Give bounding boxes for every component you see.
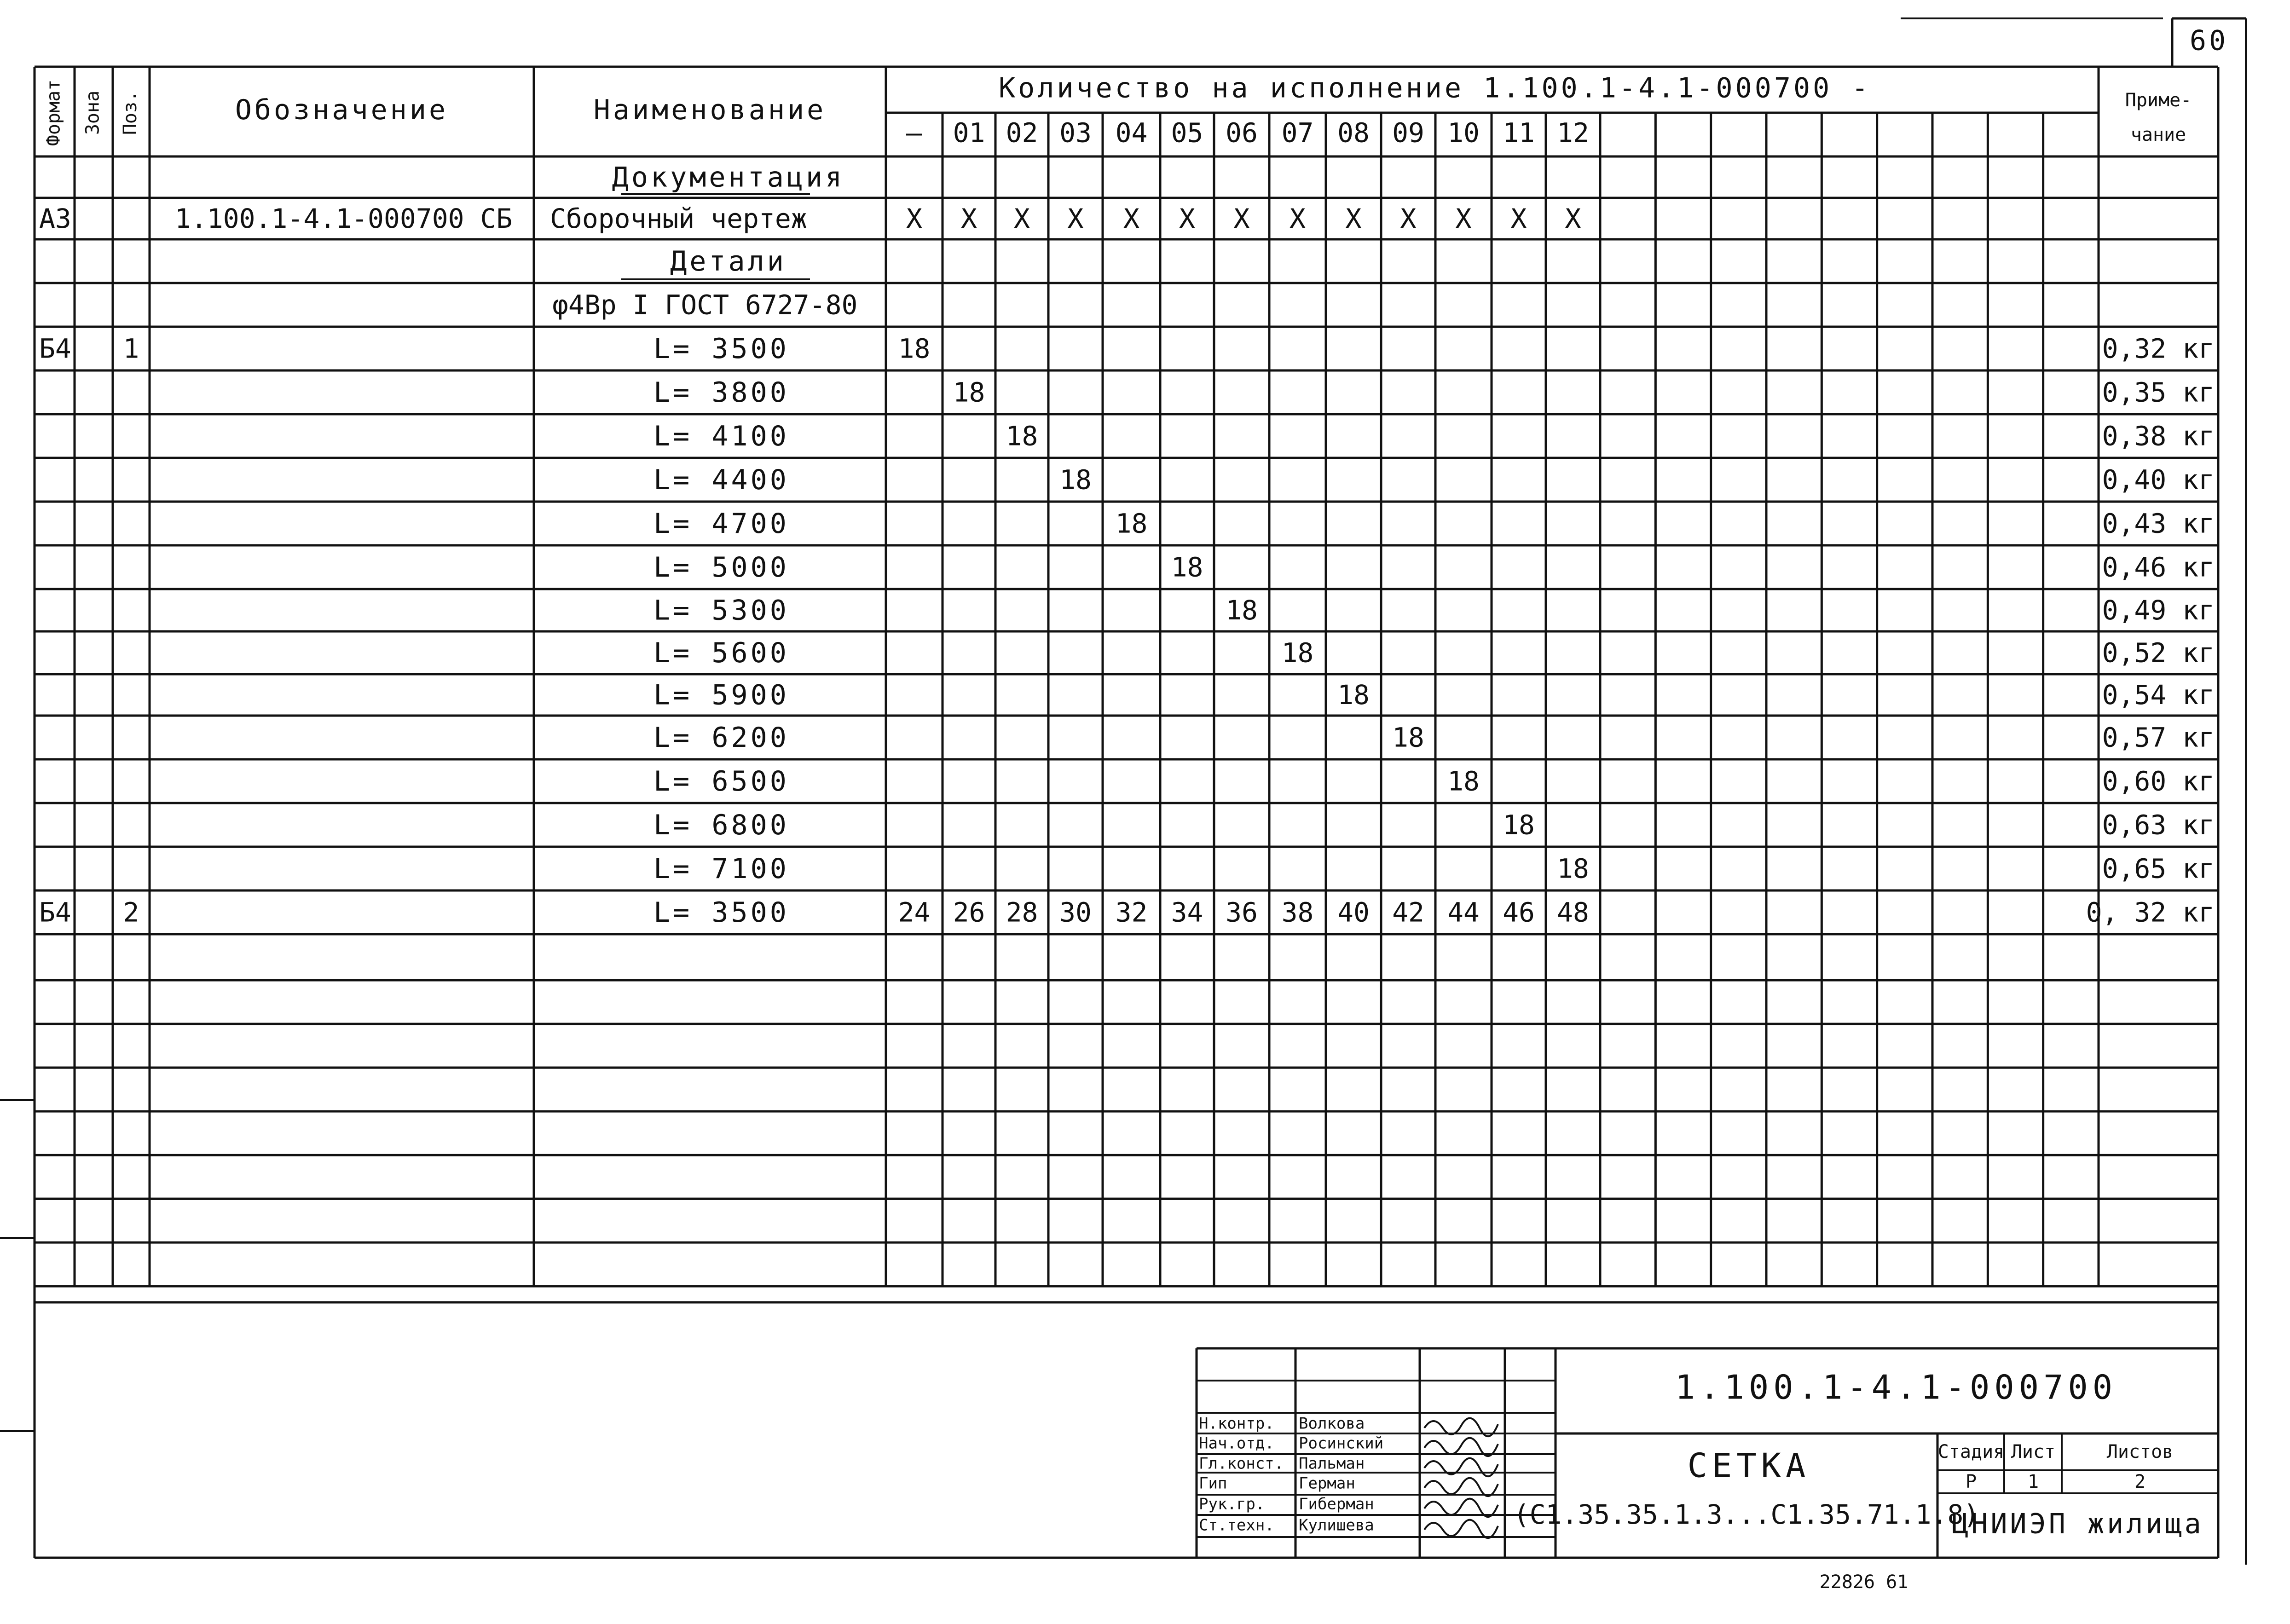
- qty-1: 26: [953, 896, 985, 928]
- tb-sheet-label: Лист: [2011, 1441, 2056, 1462]
- row-note: 0,52 кг: [2102, 637, 2215, 669]
- signature-scribble: [1424, 1458, 1498, 1477]
- qty-7: 38: [1281, 896, 1314, 928]
- row-note: 0,49 кг: [2102, 595, 2215, 626]
- row-name: L= 4100: [653, 420, 789, 453]
- row-note: 0,57 кг: [2102, 722, 2215, 753]
- sig-name: Пальман: [1299, 1454, 1365, 1473]
- row-format: Б4: [39, 896, 71, 928]
- qty-5: 18: [1171, 551, 1203, 583]
- qty-9: 42: [1392, 896, 1424, 928]
- qty-0: 18: [898, 333, 931, 364]
- qty-8: X: [1345, 203, 1362, 235]
- qty-4: 32: [1115, 896, 1148, 928]
- row-note: 0,63 кг: [2102, 809, 2215, 841]
- sig-name: Росинский: [1299, 1434, 1384, 1453]
- qty-10: 18: [1447, 765, 1480, 797]
- row-pos: 2: [123, 896, 139, 928]
- tb-stage-label: Стадия: [1937, 1441, 2005, 1462]
- signature-scribble: [1424, 1520, 1498, 1538]
- variant-9: 09: [1392, 117, 1424, 149]
- header-note-1: Приме-: [2125, 90, 2192, 111]
- row-name: L= 4400: [653, 464, 789, 497]
- variant-3: 03: [1059, 117, 1092, 149]
- qty-3: 18: [1059, 464, 1092, 496]
- sig-role: Гип: [1199, 1474, 1227, 1493]
- row-name: L= 4700: [653, 508, 789, 540]
- qty-12: 48: [1557, 896, 1589, 928]
- variant-4: 04: [1115, 117, 1148, 149]
- qty-5: 34: [1171, 896, 1203, 928]
- qty-1: 18: [953, 376, 985, 408]
- qty-11: 18: [1503, 809, 1535, 841]
- row-note: 0,43 кг: [2102, 508, 2215, 539]
- qty-3: X: [1067, 203, 1084, 235]
- row-name: L= 5900: [653, 679, 789, 711]
- qty-12: 18: [1557, 853, 1589, 884]
- variant-7: 07: [1281, 117, 1314, 149]
- qty-10: 44: [1447, 896, 1480, 928]
- header-format: Формат: [43, 79, 64, 146]
- tb-stage: Р: [1965, 1471, 1977, 1492]
- qty-0: 24: [898, 896, 931, 928]
- row-format: Б4: [39, 333, 71, 364]
- row-name: L= 6500: [653, 765, 789, 798]
- row-note: 0, 32 кг: [2086, 896, 2215, 928]
- tb-sheets-label: Листов: [2106, 1441, 2174, 1462]
- qty-12: X: [1565, 203, 1581, 235]
- row-name: L= 3800: [653, 376, 789, 409]
- qty-0: X: [906, 203, 922, 235]
- tb-subtitle: (С1.35.35.1.3...С1.35.71.1.8): [1513, 1499, 1980, 1531]
- variant-1: 01: [953, 117, 985, 149]
- row-name: L= 6800: [653, 809, 789, 842]
- qty-11: X: [1510, 203, 1527, 235]
- qty-8: 18: [1337, 679, 1370, 711]
- row-name: L= 3500: [653, 896, 789, 929]
- qty-4: 18: [1115, 508, 1148, 539]
- variant-0: —: [906, 117, 922, 149]
- row-note: 0,60 кг: [2102, 765, 2215, 797]
- row-name: L= 7100: [653, 853, 789, 885]
- qty-4: X: [1123, 203, 1139, 235]
- signature-scribble: [1424, 1478, 1498, 1497]
- row-name: L= 5600: [653, 637, 789, 670]
- qty-6: X: [1233, 203, 1250, 235]
- row-note: 0,32 кг: [2102, 333, 2215, 364]
- sig-name: Волкова: [1299, 1414, 1365, 1433]
- qty-7: X: [1290, 203, 1306, 235]
- qty-2: 18: [1006, 420, 1038, 452]
- variant-8: 08: [1337, 117, 1370, 149]
- variant-11: 11: [1503, 117, 1535, 149]
- tb-title: СЕТКА: [1687, 1446, 1810, 1485]
- qty-6: 36: [1226, 896, 1258, 928]
- qty-5: X: [1179, 203, 1195, 235]
- sig-role: Ст.техн.: [1199, 1516, 1274, 1535]
- tb-sheets: 2: [2134, 1471, 2146, 1492]
- row-name: φ4Вр I ГОСТ 6727-80: [552, 289, 858, 321]
- row-note: 0,38 кг: [2102, 420, 2215, 452]
- header-quantity: Количество на исполнение 1.100.1-4.1-000700 -: [999, 72, 1871, 104]
- row-pos: 1: [123, 333, 139, 364]
- tb-doc-number: 1.100.1-4.1-000700: [1675, 1368, 2117, 1407]
- page-number: 60: [2189, 24, 2229, 57]
- row-format: А3: [39, 203, 71, 235]
- variant-5: 05: [1171, 117, 1203, 149]
- qty-7: 18: [1281, 637, 1314, 669]
- row-name-heading: Документация: [612, 161, 845, 194]
- variant-10: 10: [1447, 117, 1480, 149]
- header-name: Наименование: [593, 94, 827, 127]
- row-note: 0,54 кг: [2102, 679, 2215, 711]
- sig-name: Кулишева: [1299, 1516, 1374, 1535]
- row-note: 0,40 кг: [2102, 464, 2215, 496]
- row-name: L= 3500: [653, 333, 789, 365]
- header-pos: Поз.: [120, 90, 141, 135]
- variant-12: 12: [1557, 117, 1589, 149]
- row-note: 0,35 кг: [2102, 376, 2215, 408]
- sig-role: Н.контр.: [1199, 1414, 1274, 1433]
- sig-name: Гиберман: [1299, 1495, 1374, 1514]
- qty-9: 18: [1392, 722, 1424, 753]
- qty-1: X: [961, 203, 977, 235]
- row-name: L= 6200: [653, 722, 789, 754]
- sig-role: Рук.гр.: [1199, 1495, 1265, 1514]
- row-note: 0,46 кг: [2102, 551, 2215, 583]
- header-note-2: чание: [2130, 124, 2186, 145]
- row-note: 0,65 кг: [2102, 853, 2215, 884]
- tb-org: ЦНИИЭП жилища: [1952, 1508, 2204, 1540]
- qty-3: 30: [1059, 896, 1092, 928]
- qty-2: X: [1014, 203, 1030, 235]
- row-name-heading: Детали: [670, 245, 786, 278]
- qty-11: 46: [1503, 896, 1535, 928]
- tb-sheet: 1: [2027, 1471, 2039, 1492]
- variant-2: 02: [1006, 117, 1038, 149]
- qty-2: 28: [1006, 896, 1038, 928]
- header-designation: Обозначение: [235, 94, 449, 127]
- qty-8: 40: [1337, 896, 1370, 928]
- footer-note: 22826 61: [1819, 1572, 1908, 1593]
- qty-10: X: [1455, 203, 1472, 235]
- row-name: Сборочный чертеж: [550, 203, 807, 235]
- qty-6: 18: [1226, 595, 1258, 626]
- qty-9: X: [1400, 203, 1417, 235]
- sig-role: Нач.отд.: [1199, 1434, 1274, 1453]
- variant-6: 06: [1226, 117, 1258, 149]
- header-zone: Зона: [82, 90, 104, 135]
- sig-name: Герман: [1299, 1474, 1355, 1493]
- row-name: L= 5300: [653, 594, 789, 627]
- row-designation: 1.100.1-4.1-000700 СБ: [175, 203, 513, 235]
- row-name: L= 5000: [653, 551, 789, 584]
- sig-role: Гл.конст.: [1199, 1454, 1284, 1473]
